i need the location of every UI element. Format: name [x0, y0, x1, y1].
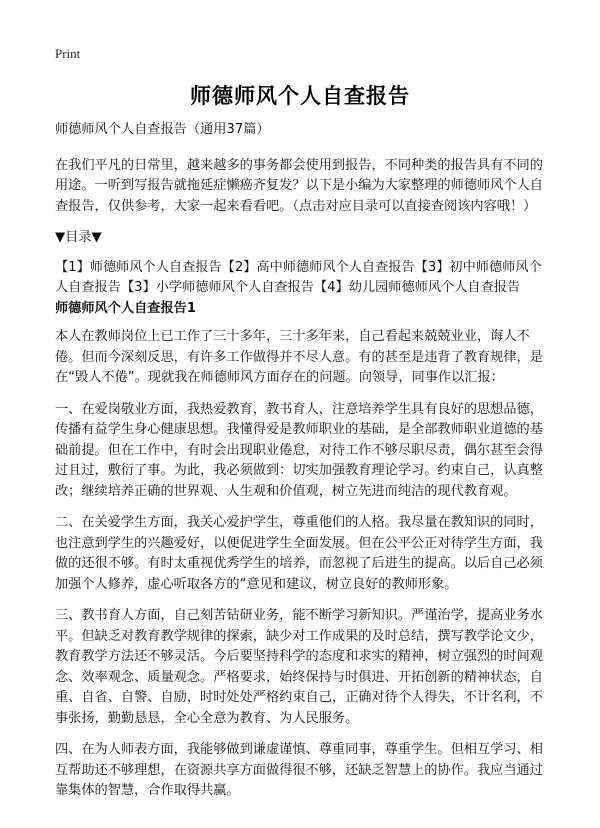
page-title: 师德师风个人自查报告: [190, 84, 410, 108]
body-paragraph: 四、在为人师表方面，我能够做到谦虚谨慎、尊重同事，尊重学生。但相互学习、相互帮助还不够理想，在资源共享方面做得很不够，还缺乏智慧上的协作。我应当通过靠集体的智慧，合作取得共赢。: [55, 742, 543, 798]
toc-heading: ▼目录▼: [55, 230, 102, 245]
document-body: [55, 120, 551, 813]
toc-link-1[interactable]: 【1】师德师风个人自查报告: [55, 259, 222, 275]
body-paragraph: 本人在教师岗位上已工作了三十多年，三十多年来，自己看起来兢兢业业，诲人不倦。但而今深刻反思，有许多工作做得并不尽人意。有的甚至是违背了教育规律，是在“毁人不倦”。现就我在师德师风方面存在的问题。向领导，同事作以汇报：: [55, 329, 543, 385]
toc-link-2[interactable]: 【2】高中师德师风个人自查报告: [221, 259, 415, 275]
body-paragraph: 三、教书育人方面，自己刻苦钻研业务，能不断学习新知识。严谨治学，提高业务水平。但缺乏对教育教学规律的探索，缺少对工作成果的及时总结，撰写教学论文少，教育教学方法还不够灵活。今后要坚持科学的态度和求实的精神，树立强烈的时间观念、效率观念、质量观念。严格要求，始终保持与时俱进、开拓创新的精神状态，自重、自省、自警、自励，时时处处严格约束自己，正确对待个人得失，不计名利，不事张扬，勤勤恳恳，全心全意为教育、为人民服务。: [55, 608, 543, 726]
print-link[interactable]: Print: [55, 46, 81, 61]
toc-link-4[interactable]: 【3】小学师德师风个人自查报告: [120, 280, 314, 295]
body-paragraph: 二、在关爱学生方面，我关心爱护学生，尊重他们的人格。我尽量在教知识的同时，也注意到学生的兴趣爱好，以便促进学生全面发展。但在公平公正对待学生方面，我做的还很不够。有时太重视优秀学生的培养，而忽视了后进生的提高。以后自己必须加强个人修养，虚心听取各方的“意见和建议，树立良好的教师形象。: [55, 515, 543, 592]
body-paragraph: 一、在爱岗敬业方面，我热爱教育，教书育人，注意培养学生具有良好的思想品德，传播有益学生身心健康思想。我懂得爱是教师职业的基础，是全部教师职业道德的基础前提。但在工作中，有时会出现职业倦怠，对待工作不够尽职尽责，偶尔甚至会得过且过，敷衍了事。为此，我必须做到：切实加强教育理论学习。约束自己，认真整改；继续培养正确的世界观、人生观和价值观，树立先进而纯洁的现代教育观。: [55, 401, 543, 499]
toc-link-3[interactable]: 【3】初中师德师风个人自查报告: [55, 259, 542, 295]
table-of-contents: [55, 258, 551, 299]
toc-link-5[interactable]: 【4】幼儿园师德师风个人自查报告: [313, 280, 521, 295]
document-subtitle: 师德师风个人自查报告（通用37篇）: [55, 122, 270, 137]
intro-paragraph: 在我们平凡的日常里，越来越多的事务都会使用到报告，不同种类的报告具有不同的用途。一听到写报告就拖延症懒癌齐复发？以下是小编为大家整理的师德师风个人自查报告，仅供参考，大家一起来看看吧。（点击对应目录可以直接查阅该内容哦！）: [55, 157, 543, 214]
section-heading: 师德师风个人自查报告1: [55, 300, 197, 316]
